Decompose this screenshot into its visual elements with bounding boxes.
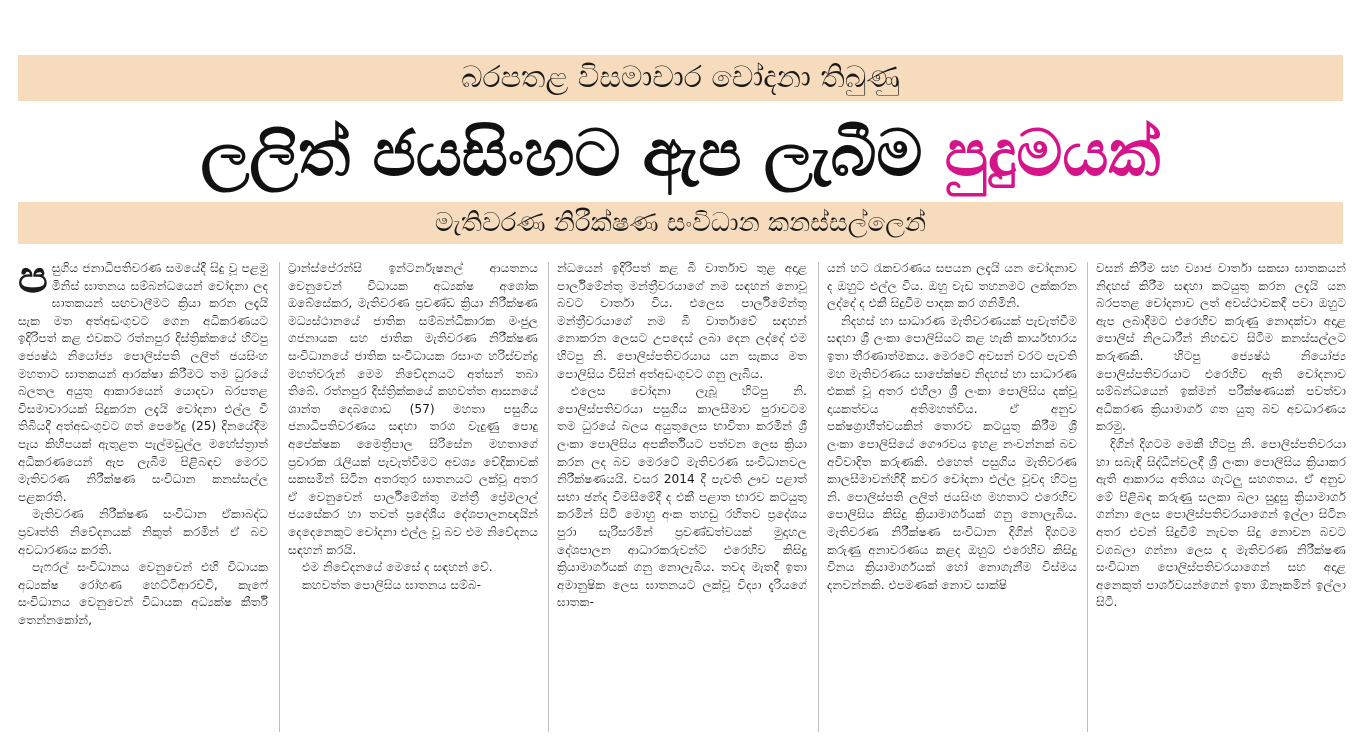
paragraph: එලෙස චෝදනා ලැබූ හිටපු නි. පොලිස්පතිවරයා පසුගිය කාලසීමාව පුරාවටම තම ධුරයේ බලය අයුතුලෙස භාවිතා කරමින් ශ්‍රී ලංකා පොලිසිය අපකීර්තියට පත්වන ලෙස ක්‍රියා කරන ලද බව මෙරටේ මැතිවරණ සංවිධානවල නිරීක්ෂණයයි. වසර 2014 දී පැවති ඌව පළාත් සභා ඡන්ද විමසීමේදී ද එකී පළාත භාරව කටයුතු කරමින් සිටි මොහු අංක තහඩු රහිතව ප්‍රදේශය පුරා සැරිසරමින් ප්‍රචණ්ඩත්වයක් මුදාහල දේශපාලන ආධාරකරුවන්ට එරෙහිව කිසිදු ක්‍රියාමාර්ගයක් ගනු නොලැබිය. තවද මැතදී ඉතා අමානුෂික ලෙස ඝාතනයට ලක්වූ විද්‍යා දැරියගේ ඝාතක- (557, 384, 807, 610)
paragraph: එම නිවේදනයේ මෙසේ ද සඳහන් වේ. (302, 560, 493, 575)
article-column-5 (1096, 260, 1346, 740)
headline-main: ලලිත් ජයසිංහට ඇප ලැබීම (200, 117, 923, 191)
paragraph: නිදහස් හා සාධාරණ මැතිවරණයක් පැවැත්වීම සඳහා ශ්‍රී ලංකා පොලිසියට කළ හැකි කාර්යභාරය ඉතා තීරණාත්මකය. මෙරටේ අවසන් වරට පැවති මහ මැතිවරණය සාපේක්ෂව නිදහස් හා සාධාරණ එකක් වූ අතර එහිලා ශ්‍රී ලංකා පොලිසිය දක්වූ දායකත්වය අතිමහත්විය. ඒ අනුව පක්ෂග්‍රාහීත්වයකින් තොරව කටයුතු කිරීම ශ්‍රී ලංකා පොලිසියේ ගෞරවය ඉහළ නංවන්නක් බව අවිවාදිත කරුණකි. එහෙත් පසුගිය මැතිවරණ කාලසීමාවන්හිදී කවර චෝදනා එල්ල වූවද හිටපු නි. පොලිස්පති ලලිත් ජයසිංහ මහතාට එරෙහිව පොලිසිය කිසිදු ක්‍රියාමාර්ගයක් ගනු නොලැබිය. මැතිවරණ නිරීක්ෂණ සංවිධාන දිගින් දිගටම කරුණු අනාවරණය කළද ඔහුට එරෙහිව කිසිදු විනය ක්‍රියාමාර්ගයක් හෝ නොගැනීම විස්මය දනවන්නකි. එපමණක් නොව සාක්ෂි (827, 313, 1077, 592)
column-divider (548, 262, 549, 732)
kicker (18, 55, 1343, 101)
column-divider (279, 262, 280, 732)
paragraph: වසන් කිරීම සහ ව්‍යාජ වාර්තා සකසා ඝාතකයන් නිදහස් කිරීම සඳහා කටයුතු කරන ලදැයි යන බරපතළ චෝදනාව ලත් අවස්ථාවකදී පවා ඔහුට ඇප ලබාදීමට එරෙහිව කරුණු නොදක්වා අදාළ පොලිස් නිලධාරීන් නිහඬව සිටීම කනස්සල්ලට කරුණකි. හිටපු ජ්‍යෙෂ්ඨ නියෝජ්‍ය පොලිස්පතිවරයාට එරෙහිව ඇති චෝදනාව සම්බන්ධයෙන් ඉක්මන් පරීක්ෂණයක් පවත්වා අධිකරණ ක්‍රියාමාර්ග ගත යුතු බව අවධාරණය කරමු. (1096, 261, 1346, 434)
headline (0, 108, 1361, 200)
kicker-text: බරපතළ විසමාචාර චෝදනා තිබුණු (461, 60, 900, 95)
article-column-3 (557, 260, 807, 740)
column-divider (818, 262, 819, 732)
article-column-2 (288, 260, 538, 740)
paragraph: මැතිවරණ නිරීක්ෂණ සංවිධාන ඒකාබද්ධ ප්‍රවෘත්ති නිවේදනයක් නිකුත් කරමින් ඒ බව අවධාරණය කරති. (18, 507, 268, 557)
subhead (18, 202, 1343, 244)
article-column-4 (827, 260, 1077, 740)
paragraph: කහවත්ත පොලිසිය ඝාතනය සම්බ- (302, 577, 482, 592)
paragraph: යන් හට රැකවරණය සපයන ලදැයි යන චෝදනාව ද ඔහුට එල්ල විය. ඔහු වැඩ තහනමට ලක්කරන ලද්දේ ද එකී සිදුවීම පාදක කර ගනිමිනි. (827, 261, 1077, 311)
subhead-text: මැතිවරණ නිරීක්ෂණ සංවිධාන කනස්සල්ලෙන් (434, 208, 927, 238)
paragraph: දිගින් දිගටම මෙකී හිටපු නි. පොලිස්පතිවරයා හා සබැඳි සිද්ධීන්වලදී ශ්‍රී ලංකා පොලිසිය ක්‍රියාකර ඇති ආකාරය අතිශය ගැටලු සහගතය. ඒ අනුව මේ පිළිබඳ කරුණු සලකා බලා සුදුසු ක්‍රියාමාර්ග ගන්නා ලෙස පොලිස්පතිවරයාගෙන් ඉල්ලා සිටින අතර එවන් සිදුවීම් නැවත සිදු නොවන බවට වගබලා ගන්නා ලෙස ද මැතිවරණ නිරීක්ෂණ සංවිධාන පොලිස්පතිවරයාගෙන් සහ අදාළ අනෙකුත් පාර්ශවයන්ගෙන් ඉතා ඕනෑකමින් ඉල්ලා සිටී. (1096, 436, 1346, 610)
column-divider (1087, 262, 1088, 732)
paragraph: සුගිය ජනාධිපතිවරණ සමයේදී සිදු වූ පළමු මිනිස් ඝාතනය සම්බන්ධයෙන් චෝදනා ලද ඝාතකයන් සඟවාලීමට ක්‍රියා කරන ලදැයි සැක මත අත්අඩංගුවට ගෙන අධිකරණයට ඉදිරිපත් කළ එවකට රත්නපුර දිස්ත්‍රික්කයේ හිටපු ජ්‍යෙෂ්ඨ නියෝජ්‍ය පොලිස්පති ලලිත් ජයසිංහ මහතාට ඝාතකයන් ආරක්ෂා කිරීමට තම ධුරයේ බලතල අයුතු ආකාරයෙන් යොදවා බරපතළ විසමාචාරයක් සිදුකරන ලදැයි චෝදනා එල්ල වී තිබියදී අත්අඩංගුවට ගත් පෙරේදු (25) දිනයේදීම පැය කිහිපයක් ඇතුළත පැල්මඩුල්ල මහේස්ත්‍රාත් අධිකරණයෙන් ඇප ලැබීම පිළිබඳව මෙරට මැතිවරණ නිරීක්ෂණ සංවිධාන කනස්සල්ල පළකරති. (18, 261, 268, 504)
drop-cap: ප (18, 260, 48, 303)
headline-accent: පුදුමයක් (944, 117, 1161, 191)
paragraph: න්ධයෙන් ඉදිරිපත් කළ බී වාර්තාව තුළ අදාළ පාර්ලිමේන්තු මන්ත්‍රීවරයාගේ නම සඳහන් නොවූ බවට වාර්තා විය. එලෙස පාර්ලිමේන්තු මන්ත්‍රීවරයාගේ නම බී වාර්තාවේ සඳහන් නොකරන ලෙසට උපදෙස් ලබා දෙන ලද්දේ එම හිටපු නි. පොලිස්පතිවරයාය යන සැකය මත පොලිසිය විසින් අත්අඩංගුවට ගනු ලැබිය. (557, 261, 807, 381)
paragraph: පැෆරල් සංවිධානය වෙනුවෙන් එහි විධායක අධ්‍යක්ෂ රෝහණ හෙට්ටිආරච්චි, කැෆේ සංවිධානය වෙනුවෙන් විධායක අධ්‍යක්ෂ කීර්ති තෙන්නකෝන්, (18, 560, 268, 627)
paragraph: ට්‍රාන්ස්පේරන්සි ඉන්ටර්නැෂනල් ආයතනය වෙනුවෙන් විධායක අධ්‍යක්ෂ අශෝක ඔබේසේකර, මැතිවරණ ප්‍රචණ්ඩ ක්‍රියා නිරීක්ෂණ මධ්‍යස්ථානයේ ජාතික සම්බන්ධීකාරක මංජුල ගජනායක සහ ජාතික මැතිවරණ නිරීක්ෂණ සංවිධානයේ ජාතික සංවිධායක රසාංග හරිස්චන්ද්‍ර මහත්වරුන් මෙම නිවේදනයට අත්සන් තබා තිබේ. රත්නපුර දිස්ත්‍රික්කයේ කහවත්ත ආසනයේ ශාන්ත දෙබගොඩ (57) මහතා පසුගිය ජනාධිපතිවරණය සඳහා තරග වැදුණු පොදු අපේක්ෂක මෛත්‍රීපාල සිරිසේන මහතාගේ ප්‍රචාරක රැලියක් පැවැත්වීමට අවශ්‍ය වේදිකාවක් සකසමින් සිටින අතරතුර ඝාතනයට ලක්වූ අතර ඒ වෙනුවෙන් පාර්ලිමේන්තු මන්ත්‍රී ප්‍රේමලාල් ජයසේකර හා තවත් ප්‍රදේශීය දේශපාලනඥයින් දෙදෙනෙකුට චෝදනා එල්ල වූ බව එම නිවේදනය සඳහන් කරයි. (288, 261, 538, 557)
article-column-1 (18, 260, 268, 740)
